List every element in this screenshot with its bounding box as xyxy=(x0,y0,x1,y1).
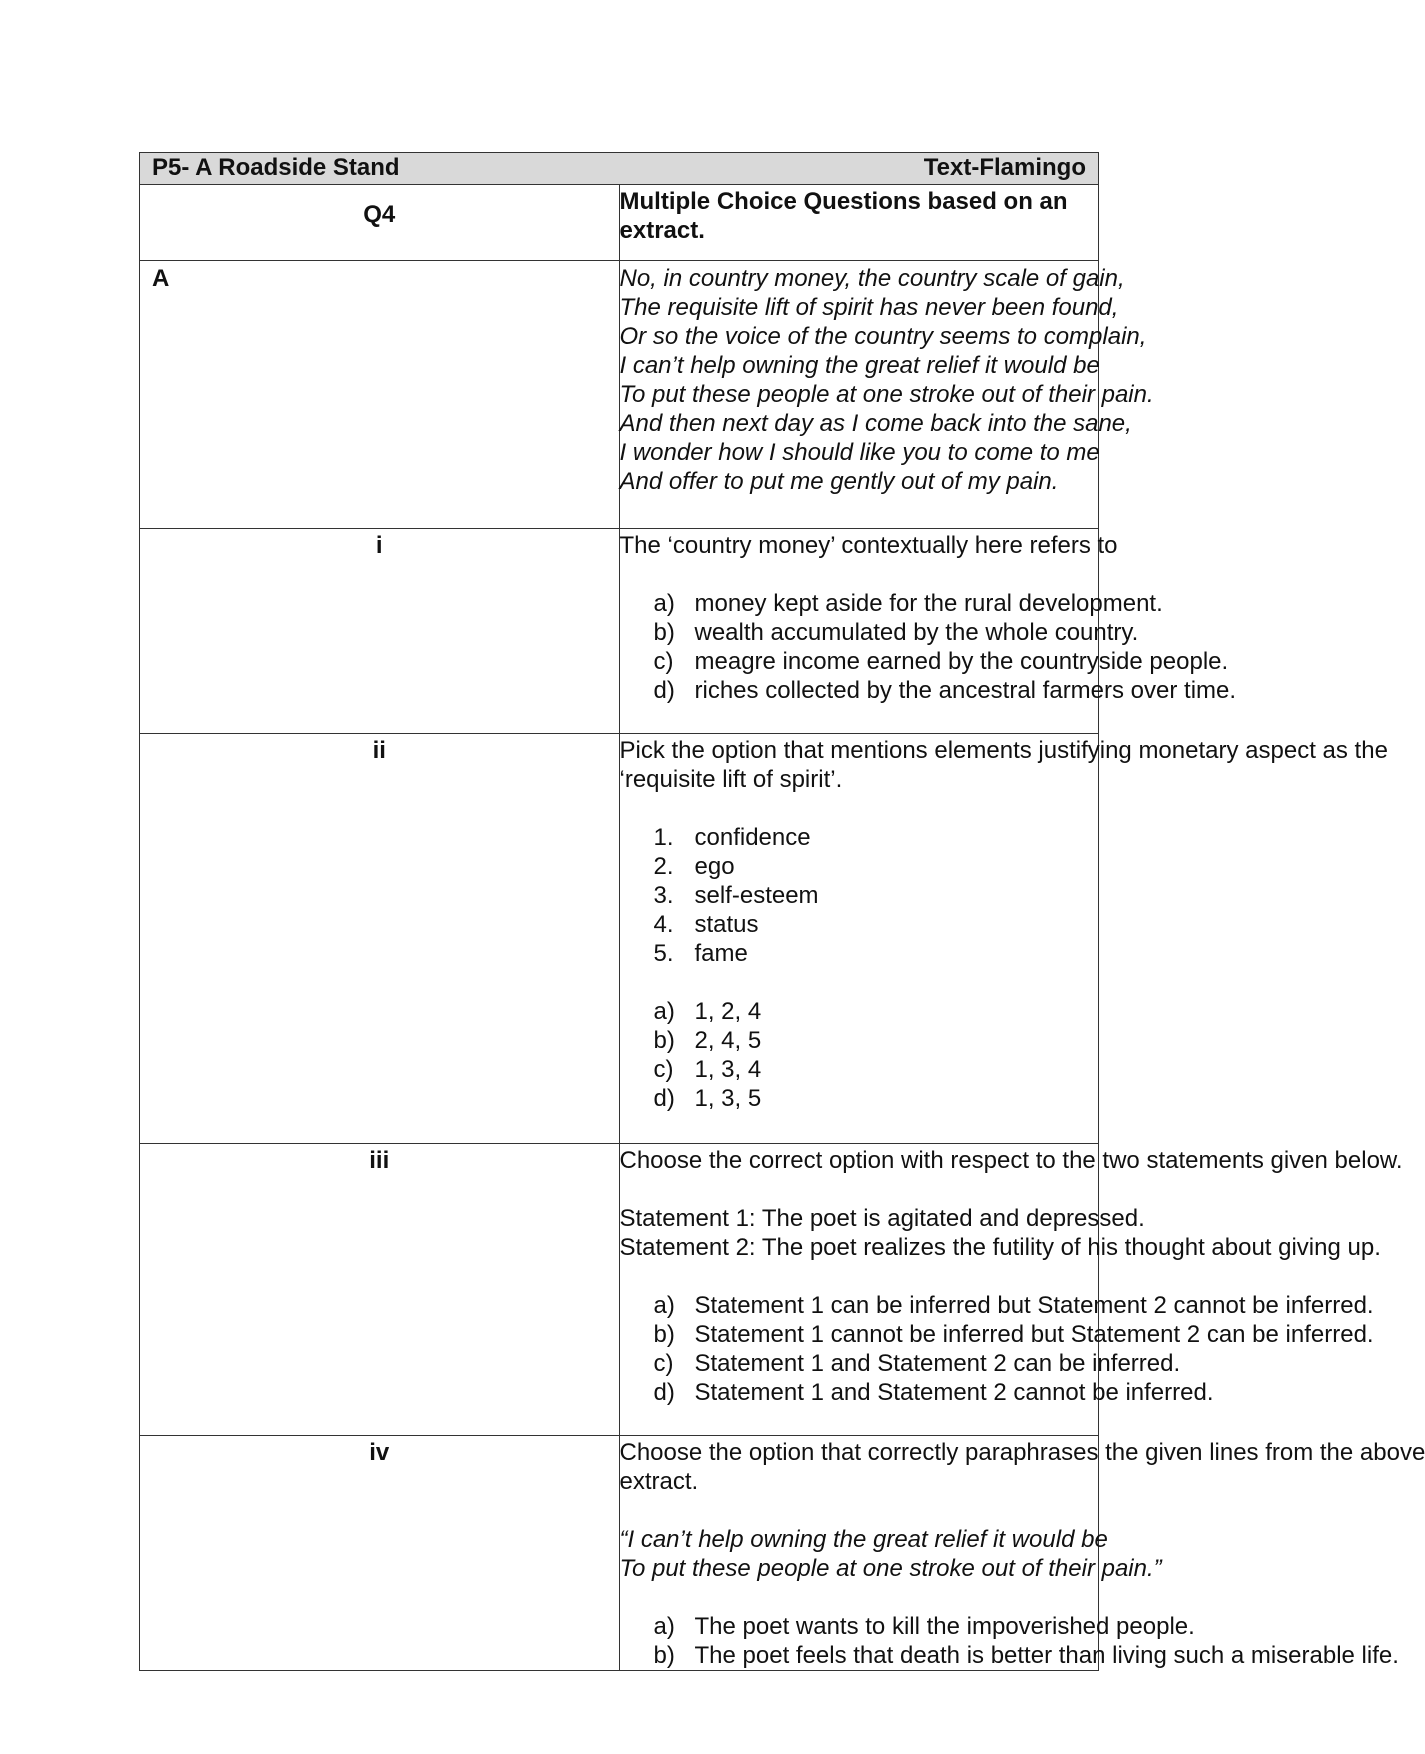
extract-line: Or so the voice of the country seems to complain, xyxy=(619,323,1147,350)
option-item: d) riches collected by the ancestral farmers over time. xyxy=(653,677,1237,704)
question-body xyxy=(619,529,1237,734)
option-item: c) meagre income earned by the countryside people. xyxy=(653,648,1229,675)
section-heading: Multiple Choice Questions based on an extract. xyxy=(619,185,1099,261)
option-item: b) The poet feels that death is better than living such a miserable life. xyxy=(653,1642,1399,1669)
extract-row xyxy=(140,261,1099,529)
question-number: Q4 xyxy=(140,185,620,261)
element-item: 1. confidence xyxy=(653,824,811,851)
option-item: a) 1, 2, 4 xyxy=(653,998,762,1025)
extract-line: The requisite lift of spirit has never been found, xyxy=(619,294,1119,321)
option-item: b) Statement 1 cannot be inferred but Statement 2 can be inferred. xyxy=(653,1321,1374,1348)
option-list xyxy=(653,1612,1399,1670)
question-prompt: Choose the option that correctly paraphrases the given lines from the above xyxy=(619,1439,1425,1466)
extract-line: And then next day as I come back into the sane, xyxy=(619,410,1132,437)
question-iv-row xyxy=(140,1436,1099,1671)
header-row xyxy=(140,153,1099,185)
element-item: 3. self-esteem xyxy=(653,882,819,909)
extract-line: No, in country money, the country scale of gain, xyxy=(619,265,1125,292)
option-item: c) Statement 1 and Statement 2 can be inferred. xyxy=(653,1350,1181,1377)
option-list xyxy=(654,997,1099,1113)
option-item: a) Statement 1 can be inferred but Statement 2 cannot be inferred. xyxy=(653,1292,1374,1319)
extract-line: To put these people at one stroke out of their pain. xyxy=(619,381,1154,408)
extract-line: I wonder how I should like you to come to me xyxy=(619,439,1100,466)
extract-text xyxy=(619,261,1154,529)
element-list xyxy=(654,823,1099,968)
option-item: b) 2, 4, 5 xyxy=(653,1027,762,1054)
option-item: d) 1, 3, 5 xyxy=(653,1085,762,1112)
extract-line: I can’t help owning the great relief it would be xyxy=(619,352,1100,379)
question-body xyxy=(619,1436,1425,1671)
question-label: iii xyxy=(140,1144,620,1436)
option-item: a) The poet wants to kill the impoverished people. xyxy=(653,1613,1195,1640)
element-item: 5. fame xyxy=(653,940,748,967)
question-label: iv xyxy=(140,1436,620,1671)
question-prompt: extract. xyxy=(619,1468,699,1495)
option-item: b) wealth accumulated by the whole country. xyxy=(653,619,1139,646)
question-prompt: Pick the option that mentions elements justifying monetary aspect as the xyxy=(619,737,1388,764)
element-item: 4. status xyxy=(653,911,759,938)
option-item: a) money kept aside for the rural development. xyxy=(653,590,1163,617)
question-prompt: The ‘country money’ contextually here refers to xyxy=(619,532,1118,559)
quoted-line: “I can’t help owning the great relief it would be xyxy=(619,1526,1108,1553)
question-iii-row xyxy=(140,1144,1099,1436)
question-prompt: Choose the correct option with respect to the two statements given below. xyxy=(619,1147,1403,1174)
question-label: ii xyxy=(140,734,620,1144)
question-body xyxy=(619,1144,1403,1436)
question-ii-row xyxy=(140,734,1099,1144)
question-prompt: ‘requisite lift of spirit’. xyxy=(619,766,843,793)
option-item: c) 1, 3, 4 xyxy=(653,1056,762,1083)
element-item: 2. ego xyxy=(653,853,735,880)
question-i-row xyxy=(140,529,1099,734)
question-table xyxy=(139,152,1425,1671)
option-list xyxy=(653,1291,1374,1407)
option-item: d) Statement 1 and Statement 2 cannot be inferred. xyxy=(653,1379,1214,1406)
quoted-line: To put these people at one stroke out of their pain.” xyxy=(619,1555,1162,1582)
textbook-label: Text-Flamingo xyxy=(923,154,1086,181)
question-body xyxy=(619,734,1388,1144)
chapter-title: P5- A Roadside Stand xyxy=(152,154,400,181)
extract-label: A xyxy=(140,261,620,529)
option-list xyxy=(653,589,1237,705)
statement-1: Statement 1: The poet is agitated and depressed. xyxy=(619,1205,1145,1232)
question-label: i xyxy=(140,529,620,734)
extract-line: And offer to put me gently out of my pain. xyxy=(619,468,1059,495)
statement-2: Statement 2: The poet realizes the futility of his thought about giving up. xyxy=(619,1234,1381,1261)
q4-row xyxy=(140,185,1099,261)
